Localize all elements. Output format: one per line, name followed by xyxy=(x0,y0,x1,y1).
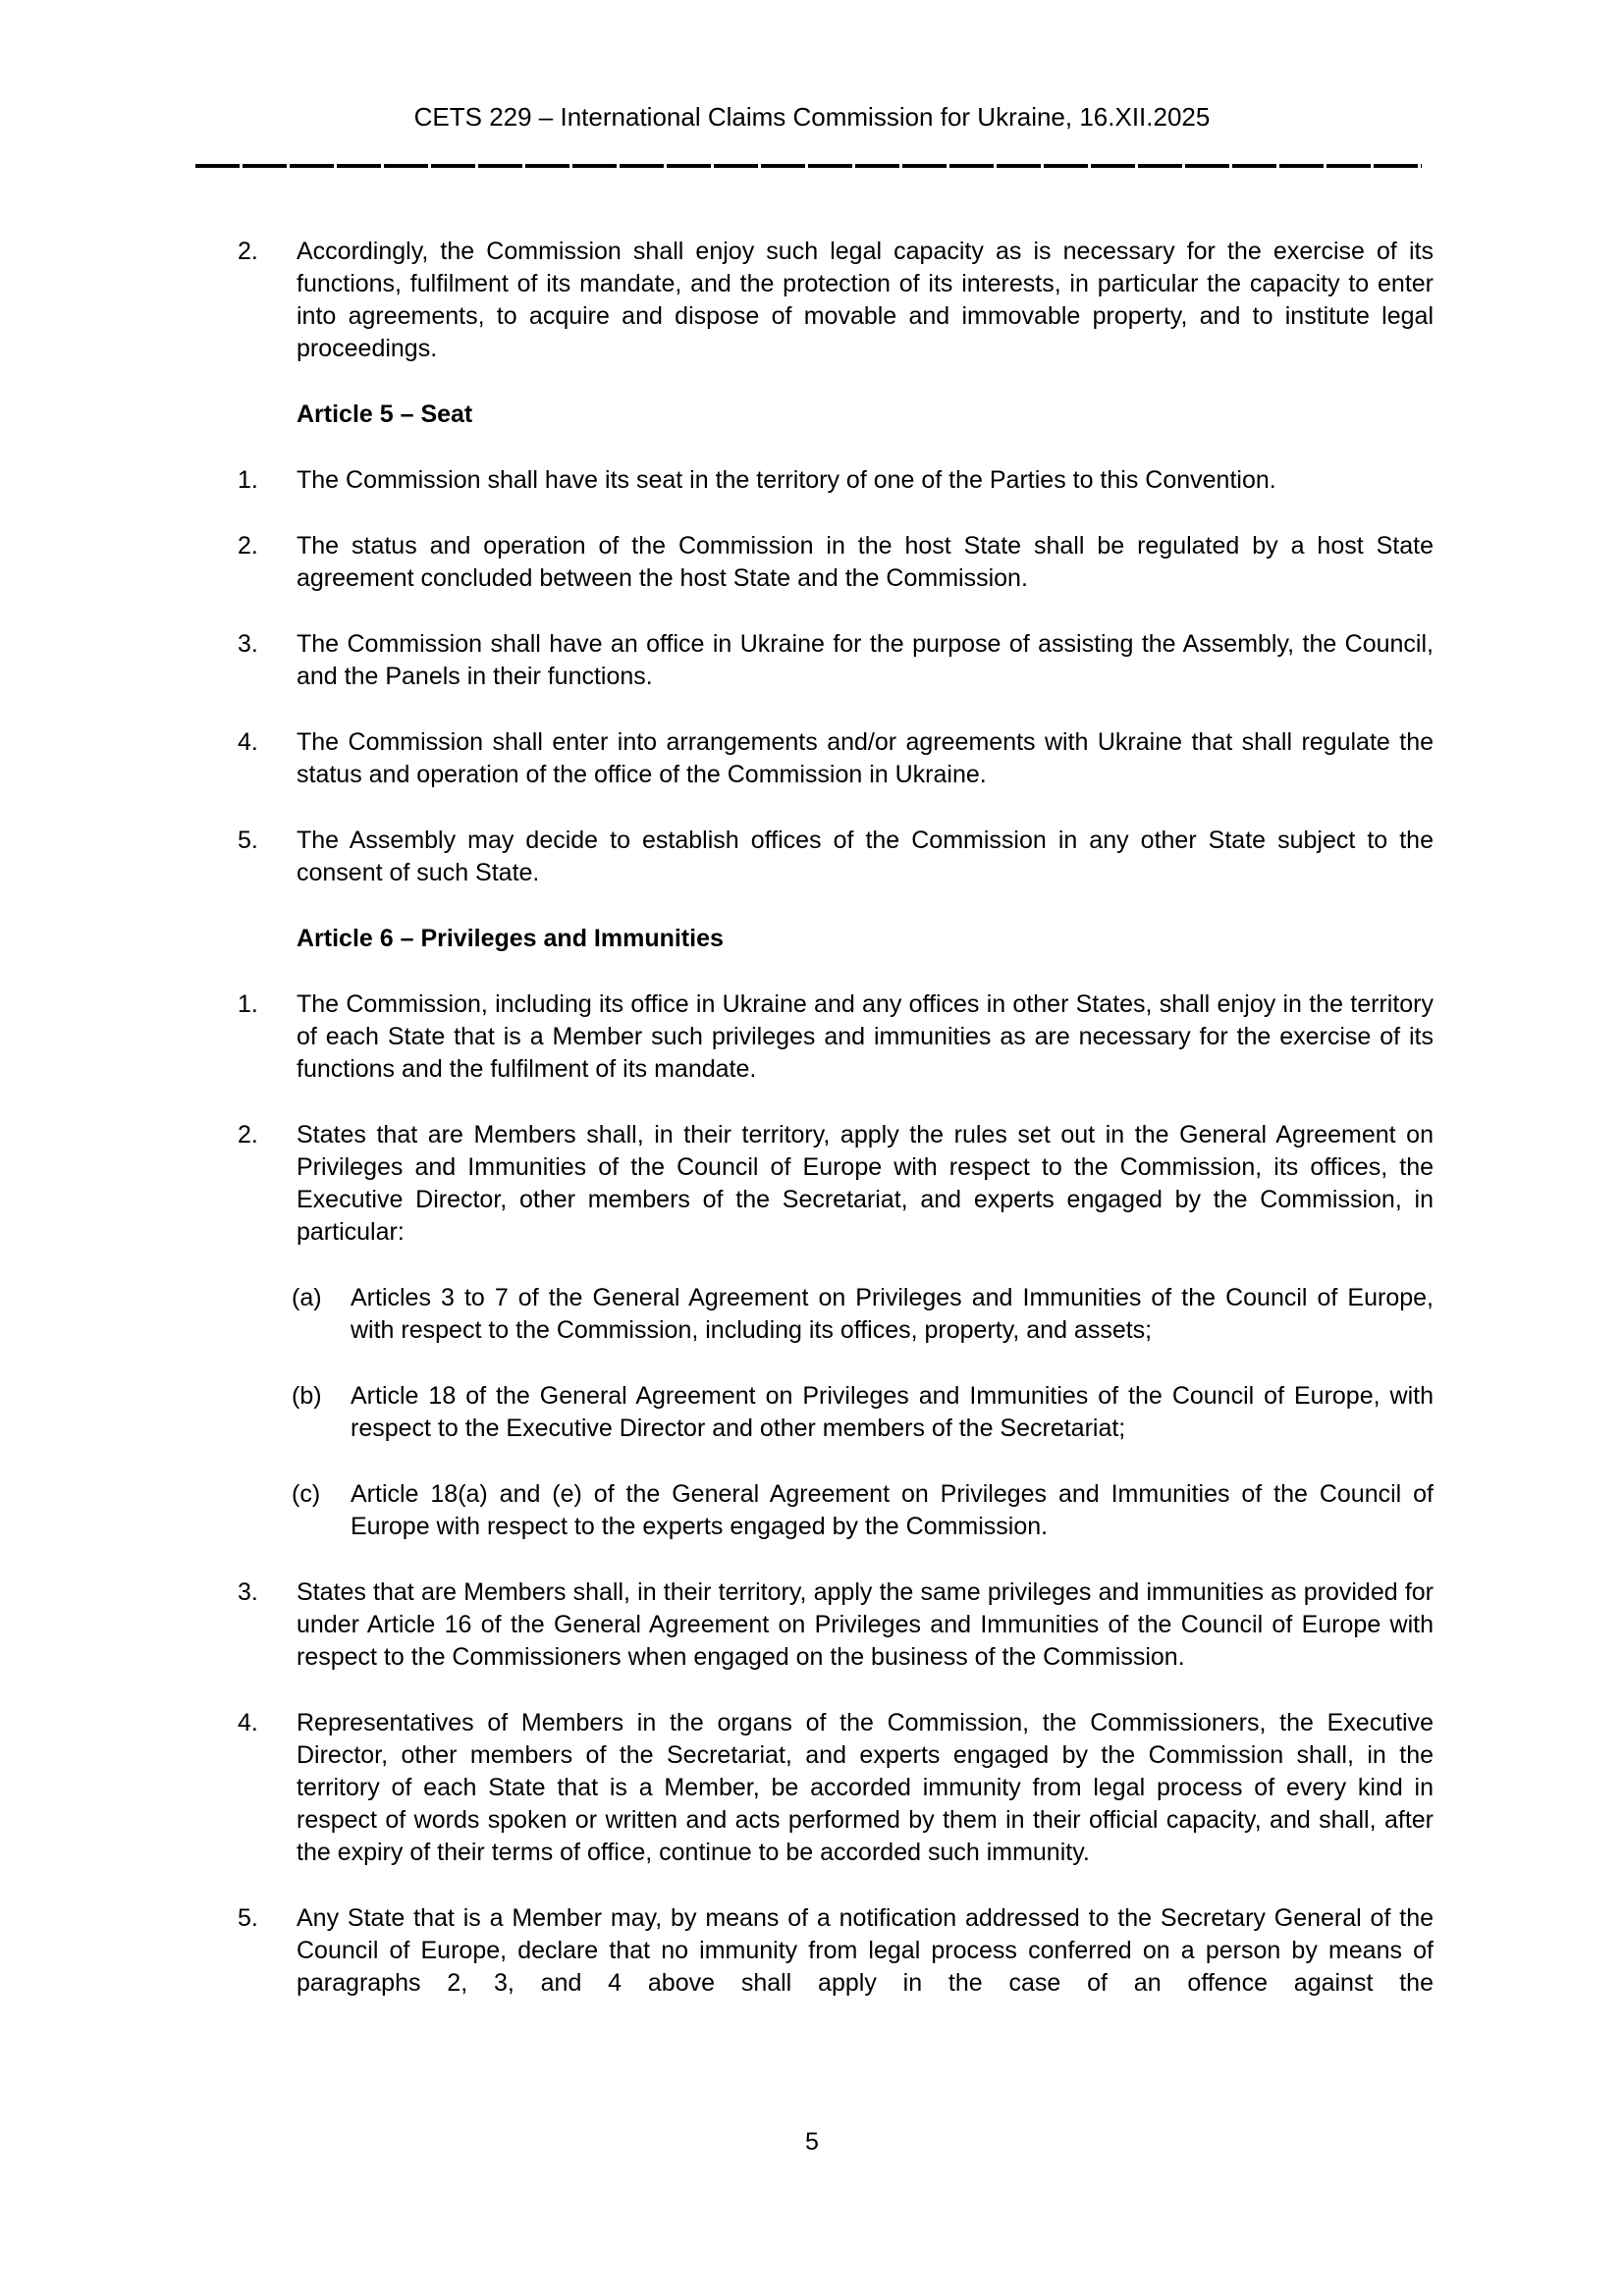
lettered-subparagraph xyxy=(292,1380,1434,1445)
lettered-subparagraph xyxy=(292,1478,1434,1543)
paragraph-number: 2. xyxy=(238,532,258,560)
document-body xyxy=(238,236,1434,2033)
page-number: 5 xyxy=(805,2128,819,2156)
numbered-paragraph xyxy=(238,1707,1434,1869)
paragraph-text: The Commission shall have its seat in the territory of one of the Parties to this Convention. xyxy=(297,466,1276,494)
numbered-paragraph xyxy=(238,628,1434,693)
document-header-title: CETS 229 – International Claims Commission for Ukraine, 16.XII.2025 xyxy=(413,102,1211,132)
numbered-paragraph xyxy=(238,726,1434,791)
paragraph-text: The Commission shall have an office in Ukraine for the purpose of assisting the Assembly, the Council, and the Panels in their functions. xyxy=(297,630,1434,690)
article-5-seat-heading: Article 5 – Seat xyxy=(297,400,473,428)
paragraph-number: 3. xyxy=(238,630,258,658)
article-6-privileges-heading: Article 6 – Privileges and Immunities xyxy=(297,925,724,952)
paragraph-text: Any State that is a Member may, by means of a notification addressed to the Secretary General of the Council of Europe, declare that no immunity from legal process conferred on a person by means of paragraphs 2, 3, and 4 above shall apply in the case of an offence against the xyxy=(297,1904,1434,1997)
paragraph-number: 5. xyxy=(238,827,258,854)
subparagraph-letter: (b) xyxy=(292,1382,322,1410)
paragraph-text: States that are Members shall, in their territory, apply the same privileges and immunities as provided for under Article 16 of the General Agreement on Privileges and Immunities of the Council of Europe with respect to the Commissioners when engaged on the business of the Commission. xyxy=(297,1578,1434,1671)
numbered-paragraph xyxy=(238,988,1434,1086)
numbered-paragraph xyxy=(238,236,1434,365)
paragraph-number: 5. xyxy=(238,1904,258,1932)
subparagraph-text: Article 18(a) and (e) of the General Agreement on Privileges and Immunities of the Council of Europe with respect to the experts engaged by the Commission. xyxy=(351,1480,1434,1540)
paragraph-text: The Assembly may decide to establish offices of the Commission in any other State subject to the consent of such State. xyxy=(297,827,1434,886)
paragraph-text: The status and operation of the Commission in the host State shall be regulated by a host State agreement concluded between the host State and the Commission. xyxy=(297,532,1434,592)
paragraph-number: 2. xyxy=(238,1121,258,1148)
paragraph-text: The Commission, including its office in Ukraine and any offices in other States, shall enjoy in the territory of each State that is a Member such privileges and immunities as are necessary for the exercise of its functions and the fulfilment of its mandate. xyxy=(297,990,1434,1083)
paragraph-text: The Commission shall enter into arrangements and/or agreements with Ukraine that shall regulate the status and operation of the office of the Commission in Ukraine. xyxy=(297,728,1434,788)
subparagraph-letter: (a) xyxy=(292,1284,322,1311)
numbered-paragraph xyxy=(238,530,1434,595)
subparagraph-letter: (c) xyxy=(292,1480,321,1508)
paragraph-number: 1. xyxy=(238,466,258,494)
paragraph-number: 1. xyxy=(238,990,258,1018)
numbered-paragraph xyxy=(238,825,1434,889)
paragraph-number: 4. xyxy=(238,728,258,756)
paragraph-number: 4. xyxy=(238,1709,258,1736)
paragraph-text: Representatives of Members in the organs of the Commission, the Commissioners, the Executive Director, other members of the Secretariat, and experts engaged by the Commission shall, in the territory of each State that is a Member, be accorded immunity from legal process of every kind in respect of words spoken or written and acts performed by them in their official capacity, and shall, after the expiry of their terms of office, continue to be accorded such immunity. xyxy=(297,1709,1434,1866)
subparagraph-text: Article 18 of the General Agreement on Privileges and Immunities of the Council of Europe, with respect to the Executive Director and other members of the Secretariat; xyxy=(351,1382,1434,1442)
paragraph-number: 3. xyxy=(238,1578,258,1606)
header-divider-rule xyxy=(195,164,1422,168)
paragraph-number: 2. xyxy=(238,238,258,265)
lettered-subparagraph xyxy=(292,1282,1434,1347)
paragraph-text: States that are Members shall, in their territory, apply the rules set out in the General Agreement on Privileges and Immunities of the Council of Europe with respect to the Commission, its offices, the Executive Director, other members of the Secretariat, and experts engaged by the Commission, in particular: xyxy=(297,1121,1434,1246)
numbered-paragraph xyxy=(238,464,1434,497)
paragraph-text: Accordingly, the Commission shall enjoy such legal capacity as is necessary for the exercise of its functions, fulfilment of its mandate, and the protection of its interests, in particular the capacity to enter into agreements, to acquire and dispose of movable and immovable property, and to institute legal proceedings. xyxy=(297,238,1434,362)
subparagraph-text: Articles 3 to 7 of the General Agreement on Privileges and Immunities of the Council of Europe, with respect to the Commission, including its offices, property, and assets; xyxy=(351,1284,1434,1344)
numbered-paragraph xyxy=(238,1119,1434,1249)
numbered-paragraph xyxy=(238,1576,1434,1674)
numbered-paragraph xyxy=(238,1902,1434,2000)
